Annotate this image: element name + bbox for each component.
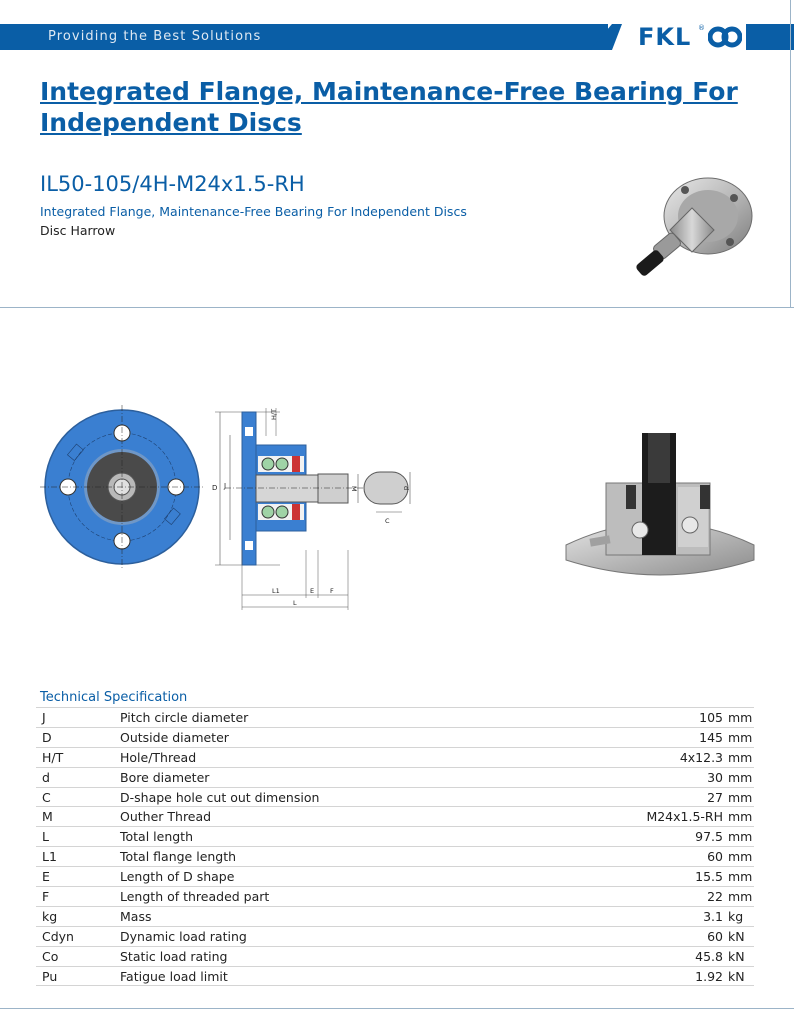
spec-symbol: H/T bbox=[36, 747, 120, 767]
table-row bbox=[36, 946, 754, 966]
spec-description: Dynamic load rating bbox=[120, 926, 540, 946]
spec-unit: mm bbox=[728, 867, 754, 887]
table-row bbox=[36, 807, 754, 827]
spec-value: 1.92 bbox=[540, 966, 728, 986]
spec-description: Static load rating bbox=[120, 946, 540, 966]
spec-symbol: Pu bbox=[36, 966, 120, 986]
spec-value: 27 bbox=[540, 787, 728, 807]
label-e: E bbox=[310, 587, 315, 595]
model-number: IL50-105/4H-M24x1.5-RH bbox=[40, 172, 305, 196]
spec-unit: kN bbox=[728, 966, 754, 986]
spec-symbol: E bbox=[36, 867, 120, 887]
spec-symbol: F bbox=[36, 887, 120, 907]
spec-value: 105 bbox=[540, 708, 728, 728]
table-row bbox=[36, 727, 754, 747]
spec-description: Bore diameter bbox=[120, 767, 540, 787]
technical-drawing bbox=[40, 400, 420, 615]
spec-value: 22 bbox=[540, 887, 728, 907]
label-c: C bbox=[385, 517, 390, 525]
spec-value: M24x1.5-RH bbox=[540, 807, 728, 827]
spec-symbol: D bbox=[36, 727, 120, 747]
spec-symbol: d bbox=[36, 767, 120, 787]
table-row bbox=[36, 767, 754, 787]
brand-logo bbox=[590, 22, 794, 52]
spec-symbol: L1 bbox=[36, 847, 120, 867]
section-divider bbox=[0, 307, 794, 308]
spec-value: 145 bbox=[540, 727, 728, 747]
label-ht: H/T bbox=[270, 408, 278, 420]
spec-description: Total flange length bbox=[120, 847, 540, 867]
spec-unit: mm bbox=[728, 827, 754, 847]
spec-section-title: Technical Specification bbox=[40, 690, 188, 705]
side-section-view bbox=[212, 408, 410, 610]
spec-value: 15.5 bbox=[540, 867, 728, 887]
table-row bbox=[36, 966, 754, 986]
spec-symbol: L bbox=[36, 827, 120, 847]
spec-unit: mm bbox=[728, 847, 754, 867]
logo-text: FKL bbox=[638, 23, 692, 51]
spec-symbol: J bbox=[36, 708, 120, 728]
label-m: M bbox=[350, 486, 358, 492]
spec-description: Fatigue load limit bbox=[120, 966, 540, 986]
page-bottom-border bbox=[0, 1008, 794, 1009]
spec-value: 60 bbox=[540, 926, 728, 946]
spec-unit: mm bbox=[728, 787, 754, 807]
spec-description: Length of threaded part bbox=[120, 887, 540, 907]
spec-description: Hole/Thread bbox=[120, 747, 540, 767]
spec-description: Mass bbox=[120, 906, 540, 926]
spec-value: 30 bbox=[540, 767, 728, 787]
spec-symbol: Co bbox=[36, 946, 120, 966]
spec-unit: kN bbox=[728, 946, 754, 966]
label-f: F bbox=[330, 587, 334, 595]
spec-value: 3.1 bbox=[540, 906, 728, 926]
label-d-outer: D bbox=[212, 484, 218, 492]
table-row bbox=[36, 827, 754, 847]
front-view bbox=[40, 405, 204, 569]
spec-symbol: C bbox=[36, 787, 120, 807]
product-category: Disc Harrow bbox=[40, 223, 116, 238]
label-j: J bbox=[224, 482, 227, 490]
spec-value: 45.8 bbox=[540, 946, 728, 966]
spec-unit: mm bbox=[728, 887, 754, 907]
spec-value: 4x12.3 bbox=[540, 747, 728, 767]
table-row bbox=[36, 867, 754, 887]
spec-value: 60 bbox=[540, 847, 728, 867]
tagline: Providing the Best Solutions bbox=[48, 29, 262, 44]
product-subtitle: Integrated Flange, Maintenance-Free Bearing For Independent Discs bbox=[40, 204, 467, 219]
table-row bbox=[36, 847, 754, 867]
logo-registered-mark: ® bbox=[698, 24, 705, 32]
spec-symbol: kg bbox=[36, 906, 120, 926]
spec-table bbox=[36, 707, 754, 986]
spec-unit: mm bbox=[728, 747, 754, 767]
spec-description: Outside diameter bbox=[120, 727, 540, 747]
spec-description: Pitch circle diameter bbox=[120, 708, 540, 728]
cutaway-render bbox=[560, 425, 760, 590]
label-l: L bbox=[293, 599, 297, 607]
table-row bbox=[36, 906, 754, 926]
spec-unit: mm bbox=[728, 727, 754, 747]
spec-unit: mm bbox=[728, 767, 754, 787]
table-row bbox=[36, 787, 754, 807]
page-border-right bbox=[790, 0, 791, 308]
spec-value: 97.5 bbox=[540, 827, 728, 847]
spec-unit: mm bbox=[728, 708, 754, 728]
spec-description: Outher Thread bbox=[120, 807, 540, 827]
table-row bbox=[36, 708, 754, 728]
spec-description: D-shape hole cut out dimension bbox=[120, 787, 540, 807]
page-title: Integrated Flange, Maintenance-Free Bearing For Independent Discs bbox=[40, 77, 738, 137]
spec-unit: kN bbox=[728, 926, 754, 946]
product-photo bbox=[630, 168, 760, 293]
table-row bbox=[36, 926, 754, 946]
spec-symbol: M bbox=[36, 807, 120, 827]
label-l1: L1 bbox=[272, 587, 280, 595]
spec-symbol: Cdyn bbox=[36, 926, 120, 946]
table-row bbox=[36, 887, 754, 907]
spec-description: Total length bbox=[120, 827, 540, 847]
table-row bbox=[36, 747, 754, 767]
logo-oo-icon bbox=[708, 26, 742, 48]
spec-unit: kg bbox=[728, 906, 754, 926]
spec-unit: mm bbox=[728, 807, 754, 827]
label-d-bore: d bbox=[402, 486, 410, 491]
spec-description: Length of D shape bbox=[120, 867, 540, 887]
